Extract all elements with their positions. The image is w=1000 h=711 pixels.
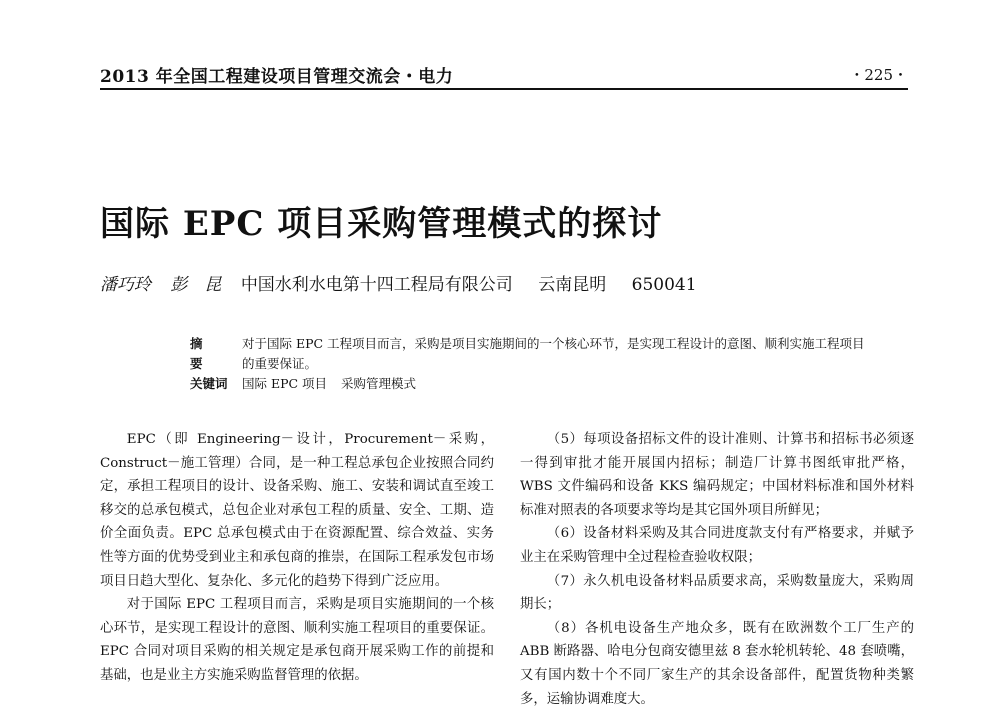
- body-paragraph: EPC（即 Engineering－设计，Procurement－采购，Construct－施工管理）合同，是一种工程总承包企业按照合同约定，承担工程项目的设计、设备采购、施工、安装和调试直至竣工移交的总承包模式，总包企业对承包工程的质量、安全、工期、造价全面负责。EPC 总承包模式由于在资源配置、综合效益、实务性等方面的优势受到业主和承包商的推崇，在国际工程承发包市场项目日趋大型化、复杂化、多元化的趋势下得到广泛应用。: [100, 432, 494, 589]
- body-column-right: [520, 428, 914, 711]
- author-1: 潘巧玲: [100, 275, 151, 295]
- body-paragraph: 对于国际 EPC 工程项目而言，采购是项目实施期间的一个核心环节，是实现工程设计的意图、顺利实施工程项目的重要保证。EPC 合同对项目采购的相关规定是承包商开展采购工作的前提和基础，也是业主方实施采购监督管理的依据。: [100, 597, 494, 683]
- running-header: [100, 58, 908, 90]
- byline: [100, 270, 717, 295]
- abstract-row: [190, 334, 870, 374]
- body-paragraph: （5）每项设备招标文件的设计准则、计算书和招标书必须逐一得到审批才能开展国内招标；制造厂计算书图纸审批严格，WBS 文件编码和设备 KKS 编码规定；中国材料标准和国外材料标准对照表的各项要求等均是其它国外项目所鲜见；: [520, 432, 914, 518]
- body-paragraph: （8）各机电设备生产地众多，既有在欧洲数个工厂生产的 ABB 断路器、哈电分包商安德里兹 8 套水轮机转轮、48 套喷嘴，又有国内数十个不同厂家生产的其余设备部件，配置货物种类繁多，运输协调难度大。: [520, 620, 914, 707]
- body-paragraph: （7）永久机电设备材料品质要求高，采购数量庞大，采购周期长；: [520, 573, 914, 613]
- abstract-label: 摘 要: [190, 336, 226, 371]
- keyword-item: 国际 EPC 项目: [242, 376, 328, 391]
- location: 云南昆明: [538, 275, 607, 295]
- author-2: 彭 昆: [170, 275, 222, 295]
- body-paragraph: （6）设备材料采购及其合同进度款支付有严格要求，并赋予业主在采购管理中全过程检查验收权限；: [520, 526, 914, 565]
- keywords-list: [242, 374, 870, 394]
- keyword-item: 采购管理模式: [341, 376, 417, 391]
- postcode: 650041: [631, 275, 697, 295]
- affiliation: 中国水利水电第十四工程局有限公司: [240, 275, 513, 295]
- page-number: ・225・: [849, 66, 908, 84]
- running-head-title: 2013 年全国工程建设项目管理交流会・电力: [100, 67, 454, 87]
- body-column-left: [100, 428, 494, 688]
- article-title: 国际 EPC 项目采购管理模式的探讨: [100, 204, 663, 244]
- abstract-block: [190, 334, 870, 394]
- keywords-row: [190, 374, 870, 394]
- abstract-text: 对于国际 EPC 工程项目而言，采购是项目实施期间的一个核心环节，是实现工程设计的意图、顺利实施工程项目的重要保证。: [242, 336, 865, 371]
- keywords-label: 关键词: [190, 376, 228, 391]
